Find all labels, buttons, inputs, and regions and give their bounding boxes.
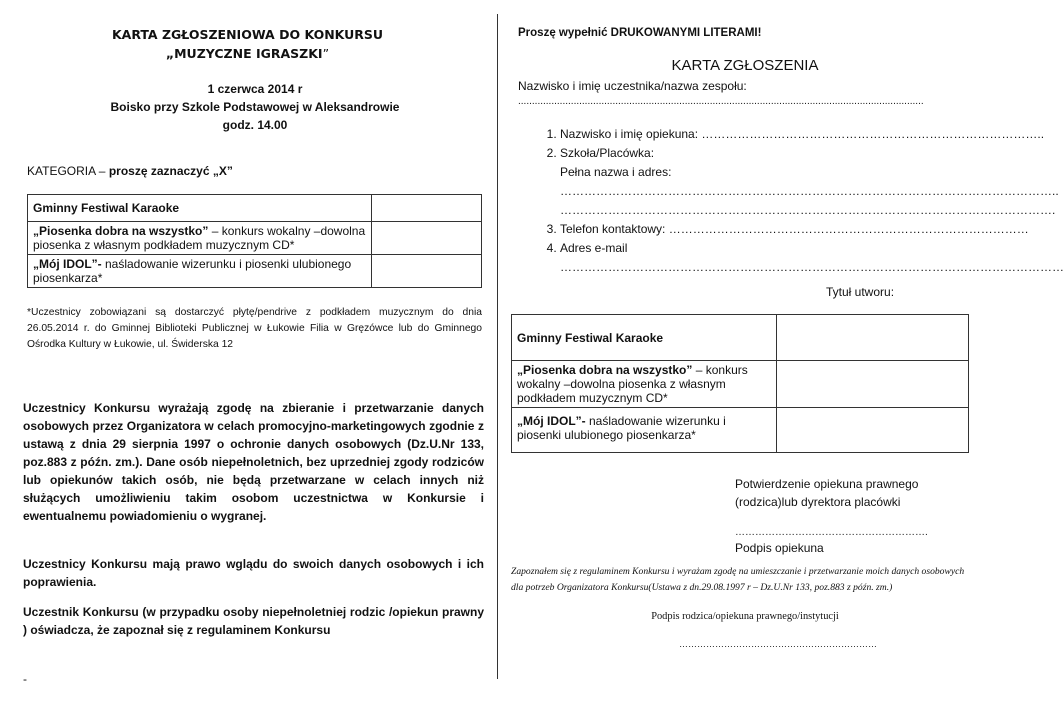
guardian-name-field[interactable] [560, 125, 1045, 144]
category-instruction [27, 164, 233, 178]
contest-name-quote: ” [322, 46, 330, 61]
category-idol-text: naśladowanie wizerunku i piosenki ulubionego piosenkarza* [33, 257, 352, 285]
guardian-confirmation-line-2: (rodzica)lub dyrektora placówki [735, 495, 901, 509]
school-address-label: Pełna nazwa i adres: [560, 165, 672, 179]
data-access-paragraph: Uczestnicy Konkursu mają prawo wglądu do swoich danych osobowych i ich poprawienia. [23, 557, 484, 589]
email-field [560, 239, 1064, 277]
category-piosenka-right [512, 361, 777, 408]
category-idol-bold: „Mój IDOL”- [33, 257, 102, 271]
category-idol-right-bold: „Mój IDOL”- [517, 414, 586, 428]
category-piosenka-right-text: – konkurs wokalny –dowolna piosenka z własnym podkładem muzycznym CD* [517, 363, 748, 405]
category-idol [28, 255, 372, 288]
guardian-confirmation-line-1: Potwierdzenie opiekuna prawnego [735, 477, 919, 491]
category-piosenka [28, 222, 372, 255]
checkbox-piosenka-right[interactable] [777, 361, 969, 408]
school-address-line-1[interactable]: …………………………………………………………………………………………………………….. [560, 184, 1059, 198]
category-festival-right: Gminny Festiwal Karaoke [512, 315, 777, 361]
application-title: KARTA ZGŁOSZENIA [671, 57, 819, 74]
category-idol-right [512, 408, 777, 453]
fields-list [518, 125, 1064, 277]
phone-text: Telefon kontaktowy: ……………………………………………………………………………… [560, 222, 1029, 236]
checkbox-idol[interactable] [372, 255, 482, 288]
email-label: 4. Adres e-mail [560, 241, 628, 255]
participant-name-field[interactable]: .................................................................................................................................................. [518, 96, 924, 107]
footnote: *Uczestnicy zobowiązani są dostarczyć płytę/pendrive z podkładem muzycznym do dnia 26.05.2014 r. do Gminnej Biblioteki Publicznej w Łukowie Filia w Gręzówce lub do Gminnego Ośrodka Kultury w Łukowie, ul. Świderska 12 [27, 307, 482, 350]
category-prefix: KATEGORIA – [27, 164, 109, 178]
contest-name [0, 46, 495, 61]
parent-signature-line[interactable]: ………………………………………………………… [679, 639, 877, 649]
rules-acknowledgement-paragraph: Uczestnik Konkursu (w przypadku osoby niepełnoletniej rodzic /opiekun prawny ) oświadcza, że zapoznał się z regulaminem Konkursu [23, 605, 484, 637]
category-table-right [511, 314, 969, 453]
school-label: 2. Szkoła/Placówka: [560, 146, 655, 160]
event-date: 1 czerwca 2014 r [207, 82, 303, 96]
category-piosenka-bold: „Piosenka dobra na wszystko” [33, 224, 209, 238]
checkbox-festival[interactable] [372, 195, 482, 222]
form-title: KARTA ZGŁOSZENIOWA DO KONKURSU [111, 27, 384, 42]
data-consent-paragraph: Uczestnicy Konkursu wyrażają zgodę na zbieranie i przetwarzanie danych osobowych przez Organizatora w celach promocyjno-marketingowych zgodnie z ustawą z dnia 29 sierpnia 1997 o ochronie danych osobowych (Dz.U.Nr 133, poz.883 z późn. zm.). Dane osób niepełnoletnich, bez uprzedniej zgody rodziców lub opiekunów takich osób, nie będą przetwarzane w celach innych niż służących umożliwieniu takim osobom uczestnictwa w Konkursie i ewentualnemu powiadomieniu o wygranej. [23, 401, 484, 523]
guardian-signature-label: Podpis opiekuna [735, 541, 824, 555]
guardian-signature-line[interactable]: …………………………………………………. [735, 527, 928, 538]
category-bold: proszę zaznaczyć „X” [108, 164, 233, 178]
school-field [560, 144, 1059, 220]
song-title-label: Tytuł utworu: [826, 285, 895, 299]
category-piosenka-right-bold: „Piosenka dobra na wszystko” [517, 363, 693, 377]
category-idol-right-text: naśladowanie wizerunku i piosenki ulubionego piosenkarza* [517, 414, 726, 442]
page-dash: - [23, 672, 27, 686]
school-address-line-2[interactable]: ……………………………………………………………………………………………………………. [560, 203, 1056, 217]
contest-name-text: „MUZYCZNE IGRASZKI [165, 46, 323, 61]
checkbox-piosenka[interactable] [372, 222, 482, 255]
guardian-name-text: Nazwisko i imię opiekuna: ………………………………………………………………………….. [560, 127, 1045, 141]
category-festival: Gminny Festiwal Karaoke [28, 195, 372, 222]
category-table-left [27, 194, 482, 288]
consent-statement: Zapoznałem się z regulaminem Konkursu i wyrażam zgodę na umieszczanie i przetwarzanie moich danych osobowych dla potrzeb Organizatora Konkursu(Ustawa z dn.29.08.1997 r – Dz.U.Nr 133, poz.883 z późn. zm.) [511, 566, 965, 593]
event-place: Boisko przy Szkole Podstawowej w Aleksandrowie [110, 100, 400, 114]
category-piosenka-text: – konkurs wokalny –dowolna piosenka z własnym podkładem muzycznym CD* [33, 224, 366, 252]
email-input-line[interactable]: ……………………………………………………………………………………………………………… [560, 260, 1064, 274]
participant-name-label: Nazwisko i imię uczestnika/nazwa zespołu: [518, 79, 747, 93]
checkbox-idol-right[interactable] [777, 408, 969, 453]
capital-letters-note: Proszę wypełnić DRUKOWANYMI LITERAMI! [518, 27, 762, 39]
checkbox-festival-right[interactable] [777, 315, 969, 361]
phone-field[interactable] [560, 220, 1029, 239]
guardian-confirmation [735, 475, 918, 511]
parent-signature-label: Podpis rodzica/opiekuna prawnego/instytucji [651, 611, 839, 622]
event-time: godz. 14.00 [222, 118, 288, 132]
